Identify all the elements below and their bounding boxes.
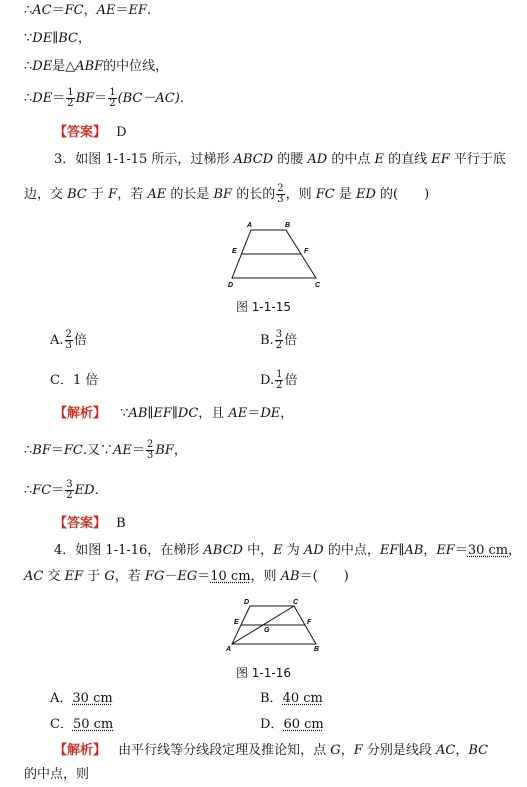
solution-4-line-2: 的中点，则 (24, 767, 90, 782)
option-a: A．30 cm (50, 691, 113, 706)
figure-caption-1-1-16: 图 1-1-16 (235, 666, 291, 680)
proof-line-2: ∵DE∥BC， (24, 31, 91, 46)
option-d: D．60 cm (260, 717, 324, 732)
trapezoid-figure-1-1-16 (224, 596, 328, 654)
fraction: $\frac{2}{3}$ (65, 329, 72, 351)
fraction: $\frac{1}{2}$ (276, 369, 283, 391)
label-c: C (315, 282, 321, 289)
q4-line-1: 4．如图 1-1-16，在梯形 ABCD 中，E 为 AD 的中点，EF∥AB，EF＝30 cm， (54, 543, 522, 558)
label-a: A (247, 222, 253, 229)
q3-line-1: 3．如图 1-1-15 所示，过梯形 ABCD 的腰 AD 的中点 E 的直线 EF 平行于底 (54, 152, 506, 167)
proof-line-1: ∴AC＝FC，AE＝EF. (24, 3, 152, 18)
q3-line-2: 边，交 BC 于 F，若 AE 的长是 BF 的长的 $\frac{2}{3}$ ，则 FC 是 ED 的( ) (24, 183, 430, 205)
figure-caption-1-1-15: 图 1-1-15 (235, 300, 291, 314)
solution-3-line-1: 【解析】 ∵AB∥EF∥DC，且 AE＝DE， (54, 406, 294, 421)
analysis-tag: 【解析】 (54, 406, 107, 421)
fraction: $\frac{3}{2}$ (66, 479, 73, 501)
solution-3-line-2: ∴BF＝FC.又∵AE＝ $\frac{2}{3}$ BF， (24, 439, 187, 461)
label-e: E (234, 619, 239, 626)
fraction: $\frac{1}{2}$ (109, 87, 116, 109)
solution-3-line-3: ∴FC＝ $\frac{3}{2}$ ED. (24, 479, 99, 501)
proof-line-4: ∴DE＝ $\frac{1}{2}$ BF＝ $\frac{1}{2}$ (BC－AC). (24, 87, 184, 109)
analysis-tag: 【解析】 (54, 743, 107, 758)
trapezoid-figure-1-1-15 (224, 218, 324, 292)
label-b: B (314, 646, 320, 653)
label-f: F (304, 248, 309, 255)
solution-4-line-1: 【解析】 由平行线等分线段定理及推论知，点 G，F 分别是线段 AC，BC (54, 743, 489, 758)
option-b: B. $\frac{3}{2}$ 倍 (260, 329, 298, 351)
answer-1: 【答案】 D (54, 125, 127, 140)
answer-2: 【答案】 B (54, 516, 126, 531)
option-d: D. $\frac{1}{2}$ 倍 (260, 369, 298, 391)
answer-tag: 【答案】 (54, 516, 107, 531)
fraction: $\frac{2}{3}$ (146, 439, 154, 461)
fraction: $\frac{1}{2}$ (67, 87, 74, 109)
label-b: B (285, 222, 291, 229)
label-c: C (293, 599, 299, 606)
label-a: A (226, 646, 232, 653)
option-a: A. $\frac{2}{3}$ 倍 (50, 329, 87, 351)
label-d: D (228, 282, 234, 289)
option-c: C．50 cm (50, 717, 114, 732)
q4-line-2: AC 交 EF 于 G，若 FG－EG＝10 cm，则 AB＝( ) (24, 569, 349, 584)
label-g: G (264, 627, 270, 634)
answer-tag: 【答案】 (54, 125, 107, 140)
proof-line-3: ∴DE是△ABF的中位线， (24, 59, 169, 74)
fraction: $\frac{3}{2}$ (275, 329, 283, 351)
option-c: C．1 倍 (50, 373, 99, 388)
label-e: E (232, 248, 237, 255)
label-d: D (244, 599, 250, 606)
label-f: F (307, 619, 312, 626)
option-b: B．40 cm (260, 691, 323, 706)
fraction: $\frac{2}{3}$ (277, 183, 284, 205)
